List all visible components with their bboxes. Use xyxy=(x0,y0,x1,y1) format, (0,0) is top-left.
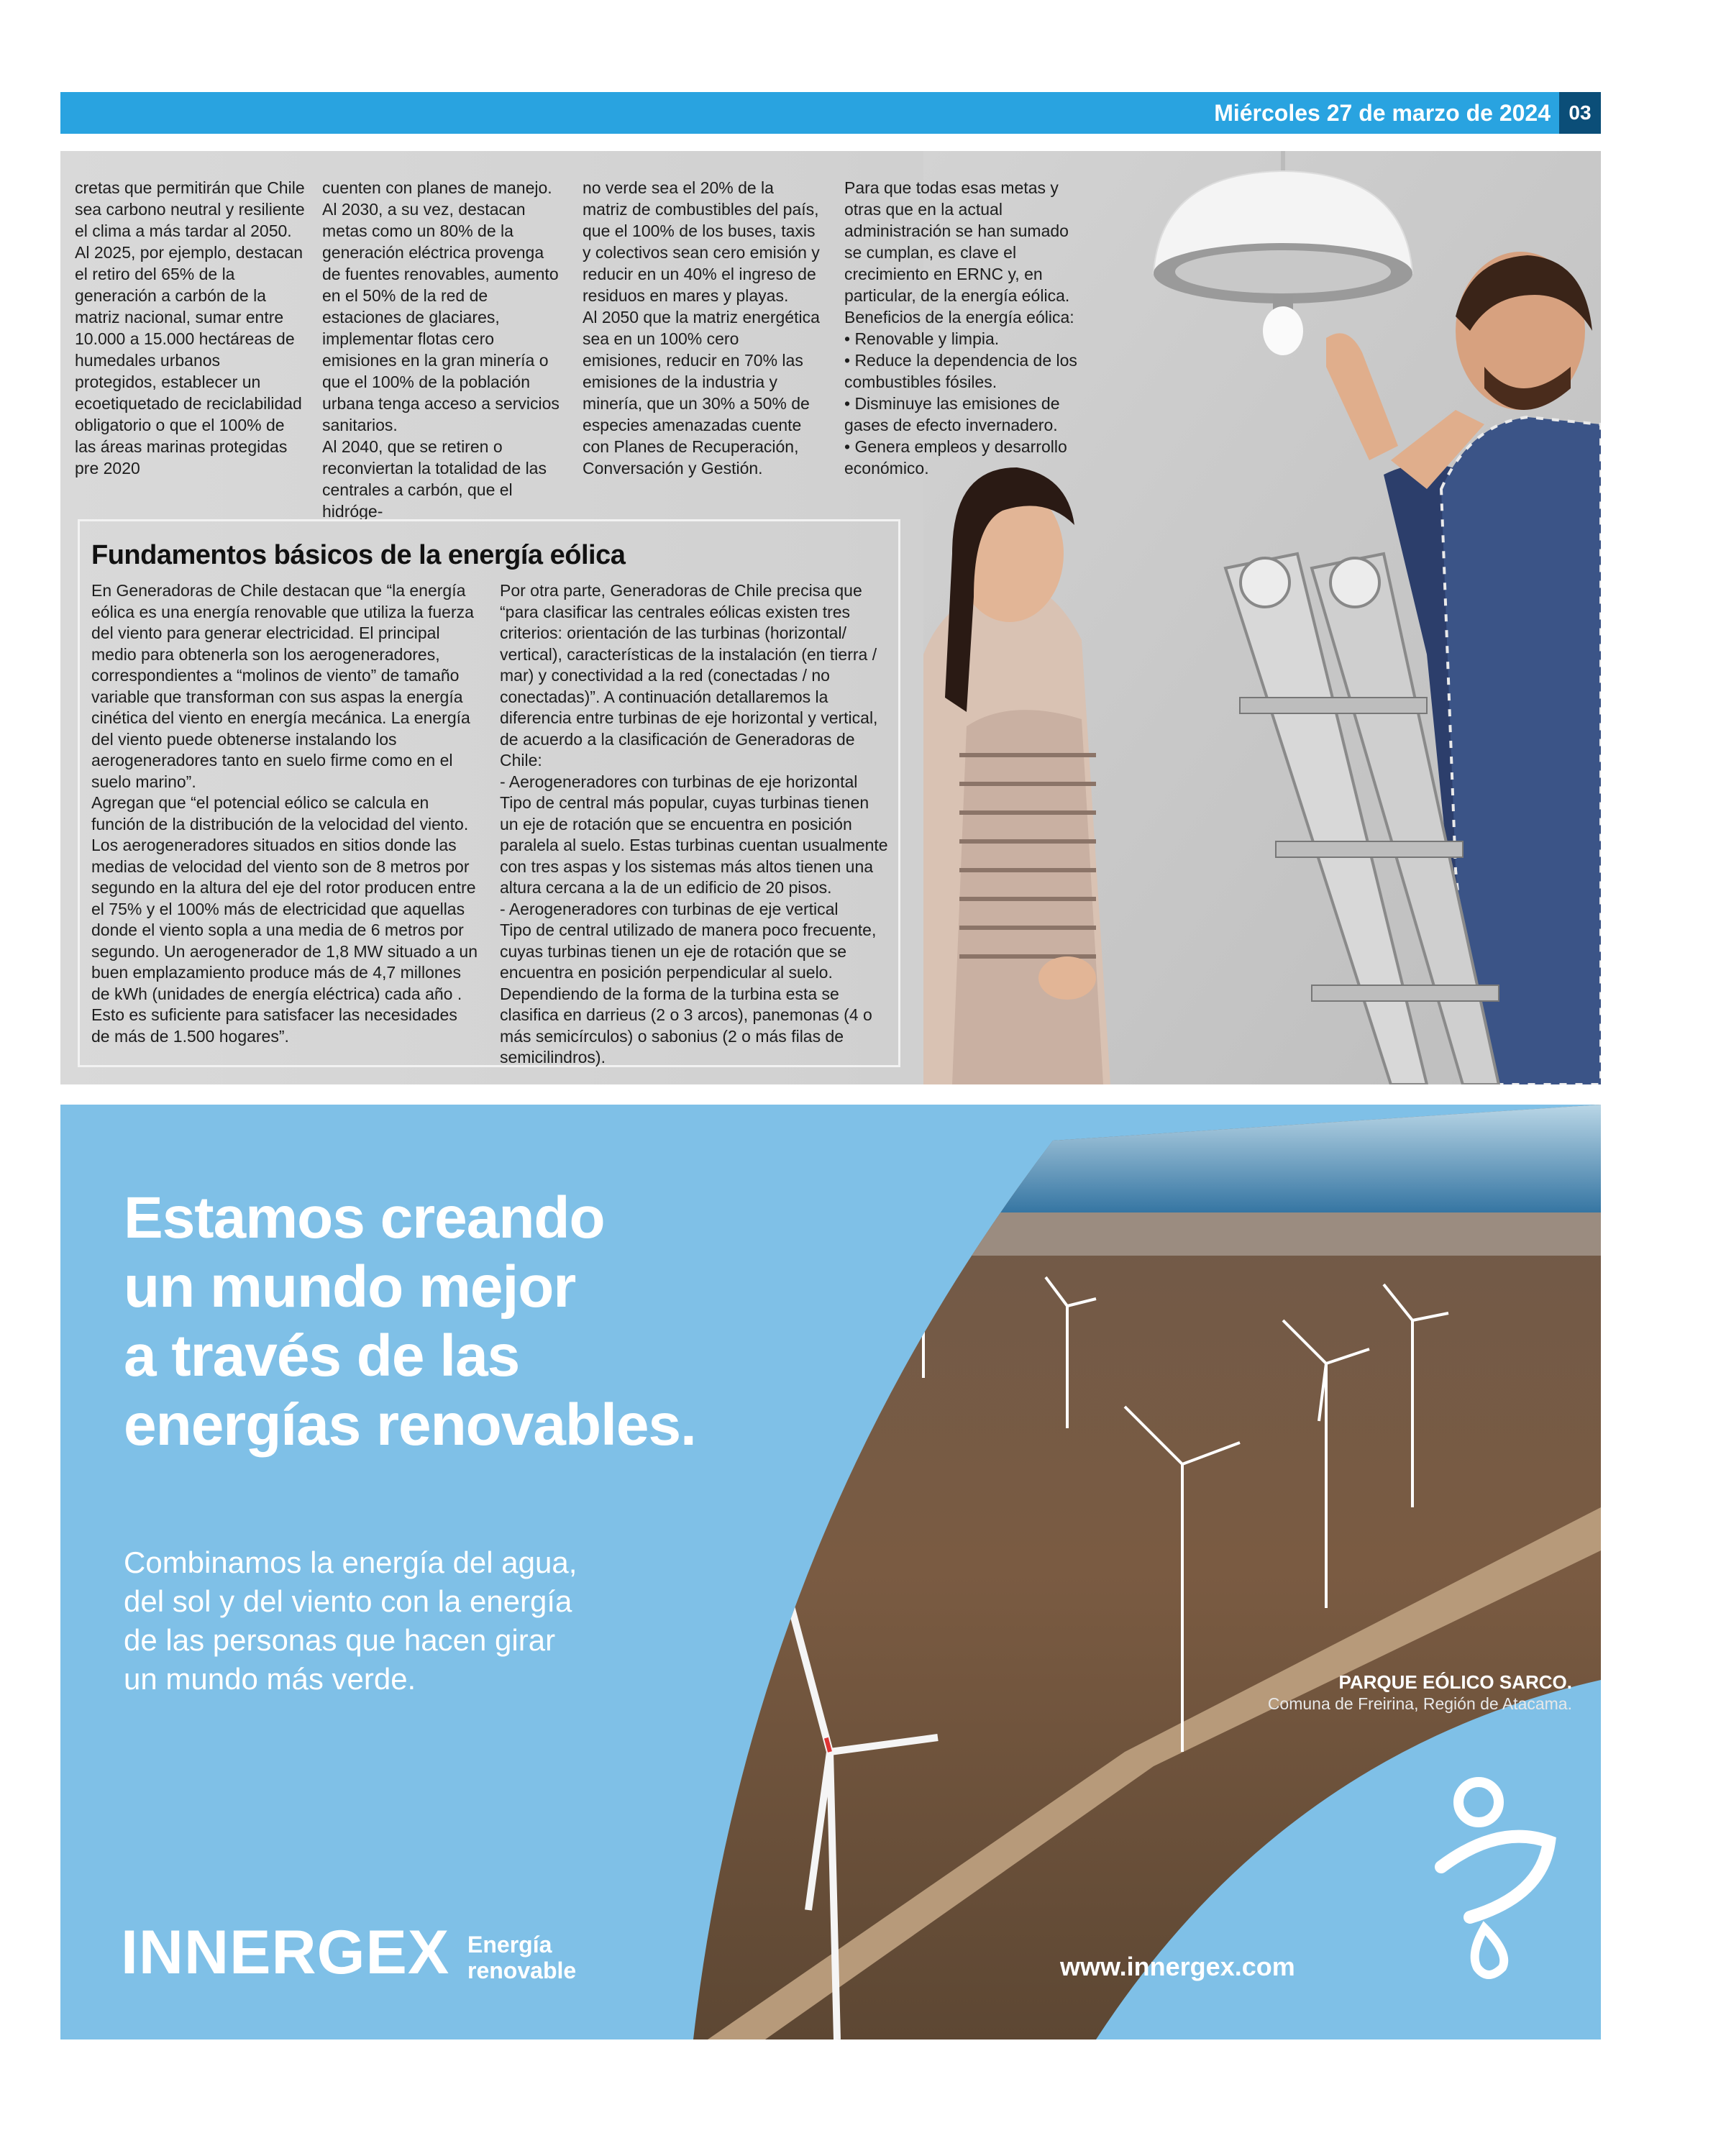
article-column-3: no verde sea el 20% de la matriz de combustibles del país, que el 100% de los buses, taxis y colectivos sean cero emisión y reducir en un 40% el ingreso de residuos en mares y playas. Al 2050 que la matriz energética sea en un 100% cero emisiones, reducir en 70% las emisiones de la industria y minería, que un 30% a 50% de especies amenazadas cuente con Planes de Recuperación, Conversación y Gestión. xyxy=(583,178,820,478)
box-column-1: En Generadoras de Chile destacan que “la energía eólica es una energía renovable que utiliza la fuerza del viento para generar electricidad. El principal medio para obtenerla son los aerogeneradores, correspondientes a “molinos de viento” de tamaño variable que transforman con sus aspas la energía cinética del viento en energía mecánica. La energía del viento puede obtenerse instalando los aerogeneradores tanto en suelo firme como en el suelo marino”. Agregan que “el potencial eólico se calcula en función de la distribución de la velocidad del viento. Los aerogeneradores situados en sitios donde las medias de velocidad del viento son de 8 metros por segundo en la altura del eje del rotor producen entre el 75% y el 100% más de electricidad que aquellas donde el viento sopla a una media de 6 metros por segundo. Un aerogenerador de 1,8 MW situado a un buen emplazamiento produce más de 4,7 millones de kWh (unidades de energía eléctrica) cada año . Esto es suficiente para satisfacer las necesidades de más de 1.500 hogares”. xyxy=(91,581,478,1046)
box-column-2: Por otra parte, Generadoras de Chile precisa que “para clasificar las centrales eólicas existen tres criterios: orientación de las turbinas (horizontal/ vertical), características de la instalación (en tierra / mar) y conectividad a la red (conectadas / no conectadas)”. A continuación detallaremos la diferencia entre turbinas de eje horizontal y vertical, de acuerdo a la clasificación de Generadoras de Chile: - Aerogeneradores con turbinas de eje horizontal Tipo de central más popular, cuyas turbinas tienen un eje de rotación que se encuentra en posición paralela al suelo. Estas turbinas cuentan usualmente con tres aspas y los sistemas más altos tienen una altura cercana a la de un edificio de 20 pisos. - Aerogeneradores con turbinas de eje vertical Tipo de central utilizado de manera poco frecuente, cuyas turbinas tienen un eje de rotación que se encuentra en posición perpendicular al suelo. Dependiendo de la forma de la turbina esta se clasifica en darrieus (2 o 3 arcos), panemonas (4 o más semicírculos) o sabonius (2 o más filas de semicilindros). xyxy=(500,581,888,1066)
page-number: 03 xyxy=(1559,92,1601,134)
article-section xyxy=(60,151,1601,1084)
page-header-bar xyxy=(60,92,1601,134)
innergex-figure-icon xyxy=(1427,1773,1571,1989)
website-link[interactable]: www.innergex.com xyxy=(1060,1952,1295,1981)
photo-caption-title: PARQUE EÓLICO SARCO. xyxy=(1338,1671,1572,1693)
ad-headline: Estamos creando un mundo mejor a través de las energías renovables. xyxy=(124,1185,696,1458)
brand-tagline: Energía renovable xyxy=(467,1932,577,1983)
issue-date: Miércoles 27 de marzo de 2024 xyxy=(1214,100,1551,126)
ad-subtext: Combinamos la energía del agua, del sol y del viento con la energía de las personas que hacen girar un mundo más verde. xyxy=(124,1545,577,1696)
innergex-logo: INNERGEX xyxy=(121,1918,450,1987)
article-column-1: cretas que permitirán que Chile sea carbono neutral y resiliente el clima a más tardar al 2050. Al 2025, por ejemplo, destacan el retiro del 65% de la generación a carbón de la matriz nacional, sumar entre 10.000 a 15.000 hectáreas de humedales urbanos protegidos, establecer un ecoetiquetado de reciclabilidad obligatorio o que el 100% de las áreas marinas protegidas pre 2020 xyxy=(75,178,305,478)
box-title: Fundamentos básicos de la energía eólica xyxy=(91,540,626,570)
article-column-2: cuenten con planes de manejo. Al 2030, a su vez, destacan metas como un 80% de la generación eléctrica provenga de fuentes renovables, aumento en el 50% de la red de estaciones de glaciares, implementar flotas cero emisiones en la gran minería o que el 100% de la población urbana tenga acceso a servicios sanitarios. Al 2040, que se retiren o reconviertan la totalidad de las centrales a carbón, que el hidróge- xyxy=(322,178,560,521)
photo-caption-location: Comuna de Freirina, Región de Atacama. xyxy=(1267,1694,1572,1713)
article-column-4: Para que todas esas metas y otras que en la actual administración se han sumado se cumplan, es clave el crecimiento en ERNC y, en particular, de la energía eólica. Beneficios de la energía eólica: • Renovable y limpia. • Reduce la dependencia de los combustibles fósiles. • Disminuye las emisiones de gases de efecto invernadero. • Genera empleos y desarrollo económico. xyxy=(844,178,1077,478)
innergex-advertisement xyxy=(60,1105,1601,2039)
sidebar-box xyxy=(78,519,900,1067)
